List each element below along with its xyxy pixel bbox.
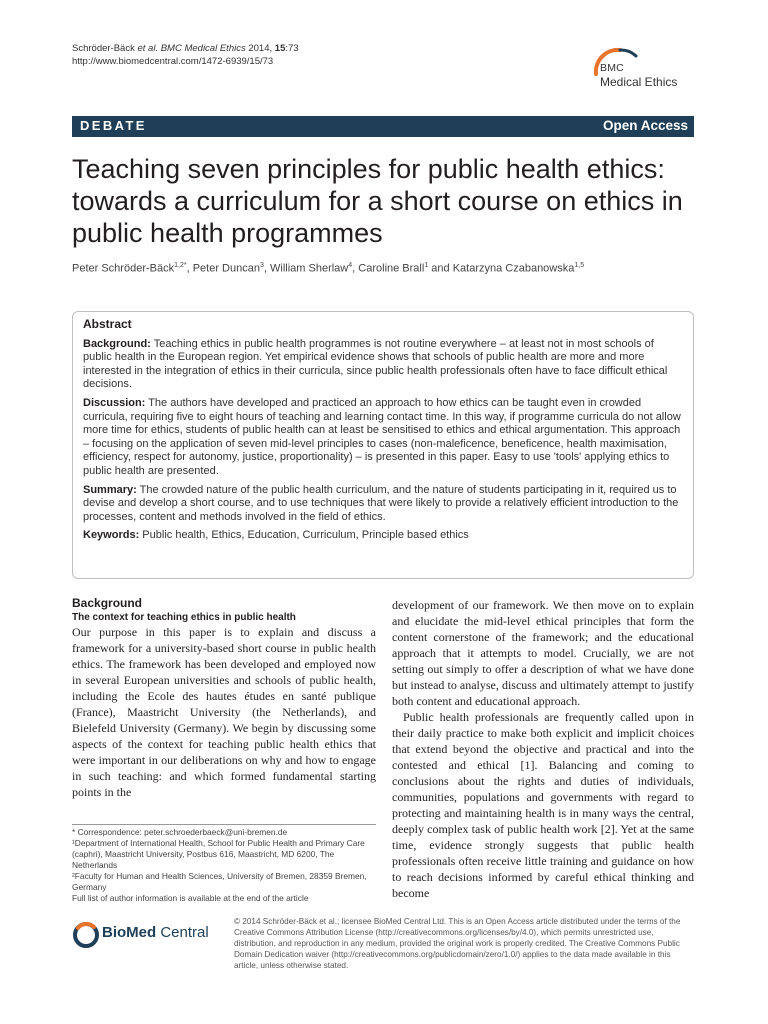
open-access-label: Open Access xyxy=(602,118,688,133)
author-name[interactable]: Katarzyna Czabanowska xyxy=(452,262,575,275)
abstract-keywords: Keywords: Public health, Ethics, Education, Curriculum, Principle based ethics xyxy=(83,529,469,542)
journal-logo xyxy=(586,44,706,100)
body-column-left xyxy=(72,596,376,800)
correspondence-note[interactable]: * Correspondence: peter.schroederbaeck@uni-bremen.de xyxy=(72,827,288,837)
abstract-background: Background: Teaching ethics in public health programmes is not routine everywhere – at least not in most schools of public health in the European region. Yet empirical evidence shows that schools of public health are more and more interested in the integration of ethics in their curricula, since public health professionals often have to face difficult ethical decisions. xyxy=(83,337,668,391)
affiliation-note: ²Faculty for Human and Health Sciences, University of Bremen, 28359 Bremen, Germany xyxy=(72,871,367,892)
biomed-central-swirl-icon xyxy=(72,920,100,950)
section-heading: Background xyxy=(72,596,143,610)
body-column-right xyxy=(392,597,694,901)
copyright-notice: © 2014 Schröder-Bäck et al.; licensee BioMed Central Ltd. This is an Open Access article distributed under the terms of the Creative Commons Attribution License (http://creativecommons.org/licenses/by/4.0), which permits unrestricted use, distribution, and reproduction in any medium, provided the original work is properly credited. The Creative Commons Public Domain Dedication waiver (http://creativecommons.org/publicdomain/zero/1.0/) applies to the data made available in this article, unless otherwise stated. xyxy=(234,917,681,970)
biomed-central-logo: BioMed Central xyxy=(72,918,222,952)
author-info-note: Full list of author information is available at the end of the article xyxy=(72,893,309,903)
abstract-summary: Summary: The crowded nature of the public health curriculum, and the nature of students participating in it, required us to devise and develop a short course, and to use techniques that were likely to provide a relatively efficient introduction to the processes, content and methods involved in the field of ethics. xyxy=(83,483,679,523)
abstract-discussion: Discussion: The authors have developed and practiced an approach to how ethics can be taught even in crowded curricula, requiring five to eight hours of teaching and learning contact time. In this way, if programme curricula do not allow more time for ethics, students of public health can at least be sensitised to ethics and ethical argumentation. This approach – focusing on the application of seven mid-level principles to cases (non-maleficence, beneficence, health maximisation, efficiency, respect for autonomy, justice, proportionality) – is presented in this paper. Easy to use 'tools' applying ethics to public health are presented. xyxy=(83,396,681,477)
author-list: Peter Schröder-Bäck$^{1,2*}$, Peter Duncan$^3$, William Sherlaw$^4$, Caroline Brall$^1$ and Katarzyna Czabanowska$^{1,5}$ xyxy=(72,262,585,275)
journal-logo-bmc: BMC xyxy=(600,62,624,74)
author-name[interactable]: William Sherlaw xyxy=(270,262,349,275)
body-paragraph: Public health professionals are frequently called upon in their daily practice to make both explicit and implicit choices that extend beyond the objective and practical and into the contested and ethical [1]. Balancing and coming to conclusions about the rights and duties of individuals, communities, populations and governments with regard to protecting and maintaining health is in many ways the central, deeply complex task of public health work [2]. Yet at the same time, evidence strongly suggests that public health professionals often receive little training and guidance on how to reach decisions informed by careful ethical thinking and become xyxy=(392,710,694,900)
abstract-heading: Abstract xyxy=(83,317,132,331)
body-paragraph: Our purpose in this paper is to explain and discuss a framework for a university-based short course in public health ethics. The framework has been developed and employed now in several European universities and schools of public health, including the Ecole des hautes études en santé publique (France), Maastricht University (the Netherlands), and Bielefeld University (Germany). We begin by discussing some aspects of the context for teaching public health ethics that were important in our deliberations on why and how to engage in such teaching: and which formed fundamental starting points in the xyxy=(72,625,376,799)
affiliation-note: ¹Department of International Health, School for Public Health and Primary Care (caphri), Maastricht University, Postbus 616, Maastricht, MD 6200, The Netherlands xyxy=(72,838,365,870)
subsection-heading: The context for teaching ethics in public health xyxy=(72,612,296,623)
article-type-banner xyxy=(72,116,694,137)
abstract-box xyxy=(72,311,694,579)
article-title: Teaching seven principles for public health ethics: towards a curriculum for a short course on ethics in public health programmes xyxy=(72,154,683,248)
citation-line: Schröder-Bäck et al. BMC Medical Ethics 2014, 15:73 xyxy=(72,43,299,54)
author-name[interactable]: Caroline Brall xyxy=(358,262,425,275)
article-type-label: DEBATE xyxy=(80,118,147,133)
article-url[interactable]: http://www.biomedcentral.com/1472-6939/15/73 xyxy=(72,56,274,67)
body-paragraph: development of our framework. We then move on to explain and elucidate the mid-level ethical principles that form the content cornerstone of the framework; and the educational approach that it attempts to model. Crucially, we are not setting out simply to offer a description of what we have done but instead to analyse, discuss and ultimately attempt to justify both content and educational approach. xyxy=(392,598,694,708)
journal-logo-name: Medical Ethics xyxy=(600,75,678,89)
citation-header xyxy=(72,42,299,68)
footnotes xyxy=(72,824,376,904)
author-name[interactable]: Peter Schröder-Bäck xyxy=(72,262,175,275)
author-name[interactable]: Peter Duncan xyxy=(192,262,260,275)
